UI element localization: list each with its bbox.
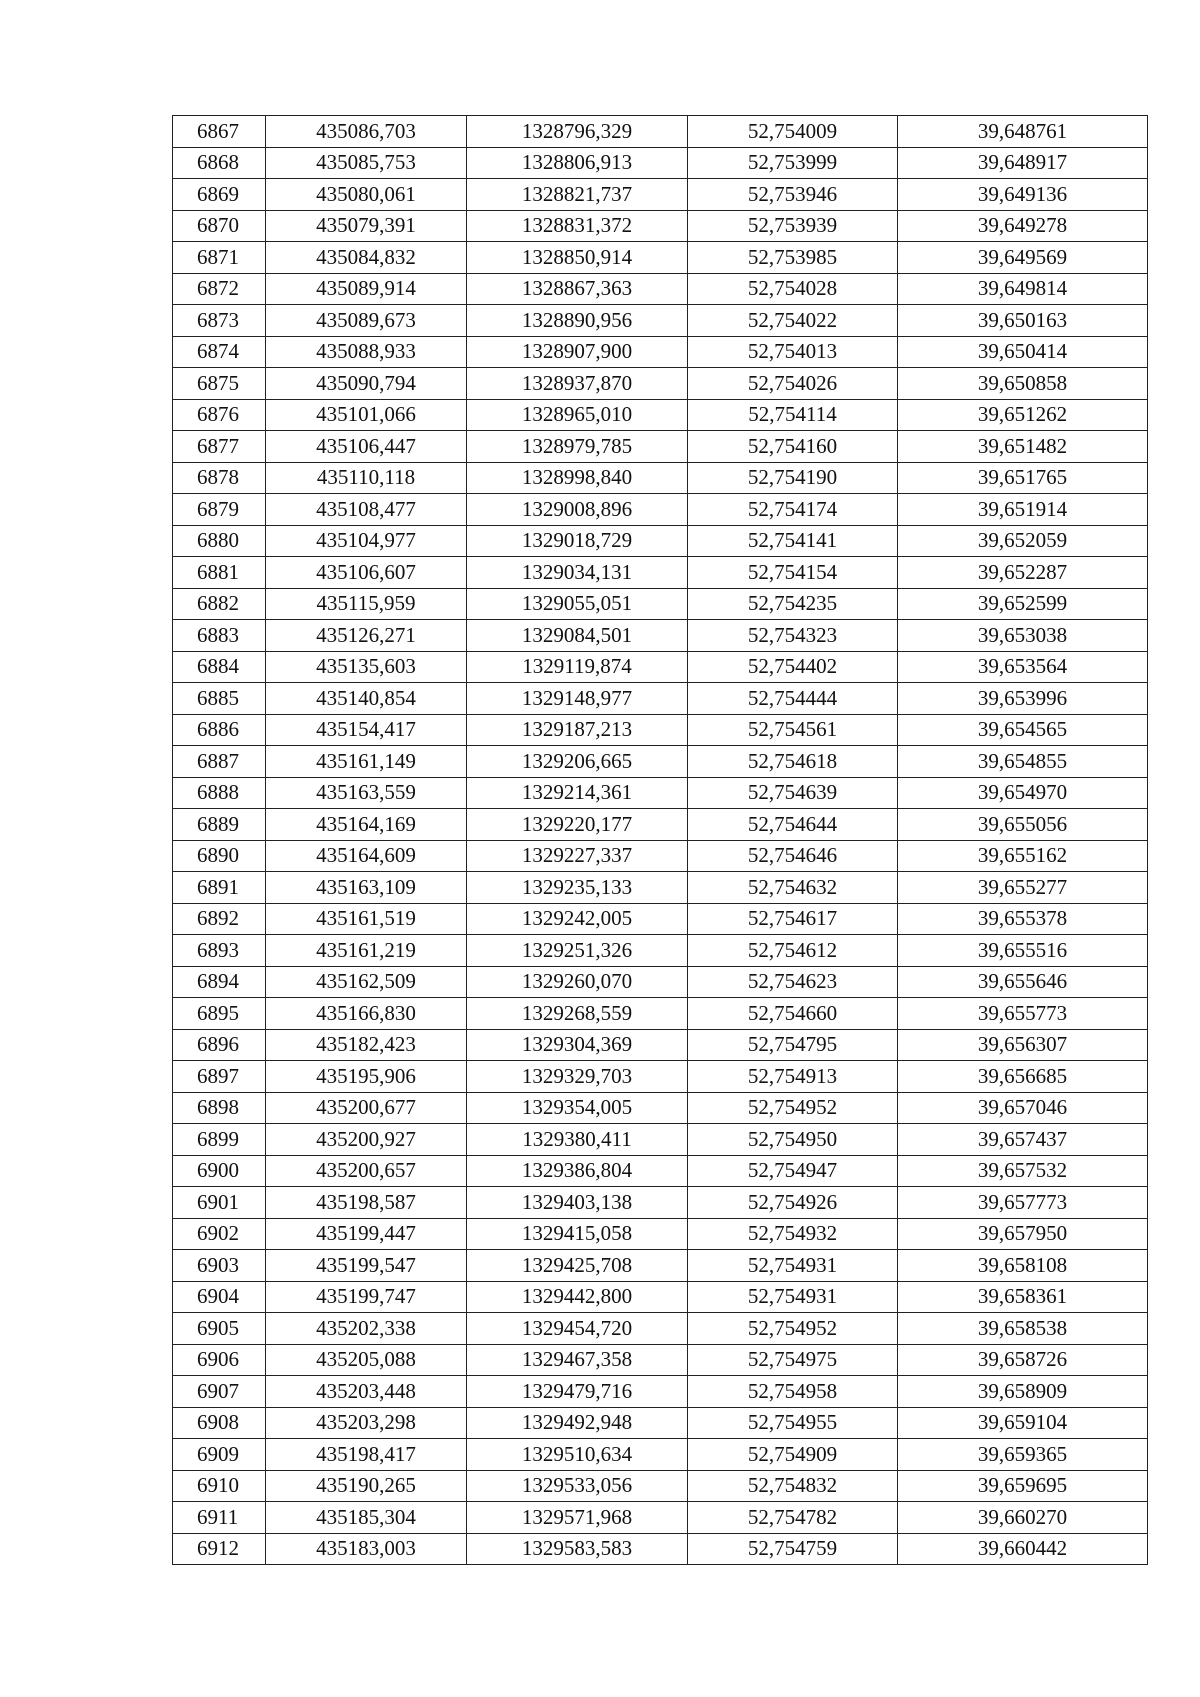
table-row — [173, 1439, 1148, 1471]
latitude-cell: 52,754561 — [688, 714, 898, 746]
x-coordinate-cell: 435195,906 — [266, 1061, 467, 1093]
x-coordinate-cell: 435182,423 — [266, 1029, 467, 1061]
y-coordinate-cell: 1329403,138 — [467, 1187, 688, 1219]
x-coordinate-cell: 435086,703 — [266, 116, 467, 148]
y-coordinate-cell: 1328821,737 — [467, 179, 688, 211]
table-row — [173, 147, 1148, 179]
longitude-cell: 39,655516 — [898, 935, 1148, 967]
point-number-cell: 6881 — [173, 557, 266, 589]
longitude-cell: 39,656685 — [898, 1061, 1148, 1093]
longitude-cell: 39,658909 — [898, 1376, 1148, 1408]
table-row — [173, 1061, 1148, 1093]
latitude-cell: 52,754832 — [688, 1470, 898, 1502]
y-coordinate-cell: 1329268,559 — [467, 998, 688, 1030]
y-coordinate-cell: 1329492,948 — [467, 1407, 688, 1439]
table-row — [173, 903, 1148, 935]
longitude-cell: 39,653996 — [898, 683, 1148, 715]
point-number-cell: 6877 — [173, 431, 266, 463]
y-coordinate-cell: 1329380,411 — [467, 1124, 688, 1156]
x-coordinate-cell: 435084,832 — [266, 242, 467, 274]
point-number-cell: 6893 — [173, 935, 266, 967]
y-coordinate-cell: 1329260,070 — [467, 966, 688, 998]
x-coordinate-cell: 435162,509 — [266, 966, 467, 998]
table-row — [173, 1376, 1148, 1408]
y-coordinate-cell: 1329187,213 — [467, 714, 688, 746]
point-number-cell: 6899 — [173, 1124, 266, 1156]
table-row — [173, 525, 1148, 557]
point-number-cell: 6907 — [173, 1376, 266, 1408]
point-number-cell: 6896 — [173, 1029, 266, 1061]
longitude-cell: 39,654970 — [898, 777, 1148, 809]
longitude-cell: 39,651914 — [898, 494, 1148, 526]
y-coordinate-cell: 1329242,005 — [467, 903, 688, 935]
table-row — [173, 620, 1148, 652]
point-number-cell: 6875 — [173, 368, 266, 400]
longitude-cell: 39,651262 — [898, 399, 1148, 431]
longitude-cell: 39,658538 — [898, 1313, 1148, 1345]
table-row — [173, 714, 1148, 746]
point-number-cell: 6876 — [173, 399, 266, 431]
table-row — [173, 305, 1148, 337]
latitude-cell: 52,754759 — [688, 1533, 898, 1565]
table-row — [173, 651, 1148, 683]
x-coordinate-cell: 435205,088 — [266, 1344, 467, 1376]
point-number-cell: 6883 — [173, 620, 266, 652]
latitude-cell: 52,754160 — [688, 431, 898, 463]
y-coordinate-cell: 1329583,583 — [467, 1533, 688, 1565]
x-coordinate-cell: 435190,265 — [266, 1470, 467, 1502]
latitude-cell: 52,754141 — [688, 525, 898, 557]
longitude-cell: 39,655773 — [898, 998, 1148, 1030]
x-coordinate-cell: 435154,417 — [266, 714, 467, 746]
table-row — [173, 116, 1148, 148]
y-coordinate-cell: 1329235,133 — [467, 872, 688, 904]
longitude-cell: 39,660442 — [898, 1533, 1148, 1565]
longitude-cell: 39,655378 — [898, 903, 1148, 935]
point-number-cell: 6884 — [173, 651, 266, 683]
point-number-cell: 6878 — [173, 462, 266, 494]
table-row — [173, 872, 1148, 904]
point-number-cell: 6867 — [173, 116, 266, 148]
x-coordinate-cell: 435203,298 — [266, 1407, 467, 1439]
table-row — [173, 588, 1148, 620]
table-row — [173, 1029, 1148, 1061]
latitude-cell: 52,754952 — [688, 1092, 898, 1124]
x-coordinate-cell: 435110,118 — [266, 462, 467, 494]
table-row — [173, 399, 1148, 431]
table-row — [173, 1344, 1148, 1376]
table-row — [173, 683, 1148, 715]
x-coordinate-cell: 435164,609 — [266, 840, 467, 872]
x-coordinate-cell: 435106,607 — [266, 557, 467, 589]
latitude-cell: 52,754154 — [688, 557, 898, 589]
latitude-cell: 52,753985 — [688, 242, 898, 274]
y-coordinate-cell: 1329510,634 — [467, 1439, 688, 1471]
latitude-cell: 52,754660 — [688, 998, 898, 1030]
latitude-cell: 52,753946 — [688, 179, 898, 211]
point-number-cell: 6882 — [173, 588, 266, 620]
latitude-cell: 52,754913 — [688, 1061, 898, 1093]
y-coordinate-cell: 1328998,840 — [467, 462, 688, 494]
y-coordinate-cell: 1329214,361 — [467, 777, 688, 809]
latitude-cell: 52,754402 — [688, 651, 898, 683]
latitude-cell: 52,754174 — [688, 494, 898, 526]
point-number-cell: 6870 — [173, 210, 266, 242]
y-coordinate-cell: 1329479,716 — [467, 1376, 688, 1408]
point-number-cell: 6885 — [173, 683, 266, 715]
point-number-cell: 6887 — [173, 746, 266, 778]
latitude-cell: 52,754235 — [688, 588, 898, 620]
table-row — [173, 1187, 1148, 1219]
x-coordinate-cell: 435200,927 — [266, 1124, 467, 1156]
longitude-cell: 39,656307 — [898, 1029, 1148, 1061]
y-coordinate-cell: 1328979,785 — [467, 431, 688, 463]
point-number-cell: 6888 — [173, 777, 266, 809]
x-coordinate-cell: 435185,304 — [266, 1502, 467, 1534]
longitude-cell: 39,657532 — [898, 1155, 1148, 1187]
longitude-cell: 39,655162 — [898, 840, 1148, 872]
latitude-cell: 52,754190 — [688, 462, 898, 494]
table-row — [173, 336, 1148, 368]
x-coordinate-cell: 435161,519 — [266, 903, 467, 935]
y-coordinate-cell: 1329206,665 — [467, 746, 688, 778]
longitude-cell: 39,653564 — [898, 651, 1148, 683]
latitude-cell: 52,754009 — [688, 116, 898, 148]
table-row — [173, 494, 1148, 526]
x-coordinate-cell: 435199,747 — [266, 1281, 467, 1313]
table-row — [173, 935, 1148, 967]
point-number-cell: 6895 — [173, 998, 266, 1030]
x-coordinate-cell: 435080,061 — [266, 179, 467, 211]
latitude-cell: 52,754644 — [688, 809, 898, 841]
latitude-cell: 52,754782 — [688, 1502, 898, 1534]
table-row — [173, 1502, 1148, 1534]
table-row — [173, 1533, 1148, 1565]
latitude-cell: 52,754028 — [688, 273, 898, 305]
x-coordinate-cell: 435090,794 — [266, 368, 467, 400]
point-number-cell: 6873 — [173, 305, 266, 337]
x-coordinate-cell: 435088,933 — [266, 336, 467, 368]
point-number-cell: 6910 — [173, 1470, 266, 1502]
longitude-cell: 39,649278 — [898, 210, 1148, 242]
point-number-cell: 6874 — [173, 336, 266, 368]
x-coordinate-cell: 435115,959 — [266, 588, 467, 620]
coordinates-table-body — [173, 116, 1148, 1565]
x-coordinate-cell: 435163,109 — [266, 872, 467, 904]
longitude-cell: 39,650414 — [898, 336, 1148, 368]
y-coordinate-cell: 1329415,058 — [467, 1218, 688, 1250]
table-row — [173, 431, 1148, 463]
y-coordinate-cell: 1329220,177 — [467, 809, 688, 841]
x-coordinate-cell: 435199,547 — [266, 1250, 467, 1282]
table-row — [173, 1092, 1148, 1124]
latitude-cell: 52,754795 — [688, 1029, 898, 1061]
table-row — [173, 1218, 1148, 1250]
latitude-cell: 52,754952 — [688, 1313, 898, 1345]
longitude-cell: 39,651482 — [898, 431, 1148, 463]
point-number-cell: 6909 — [173, 1439, 266, 1471]
longitude-cell: 39,658361 — [898, 1281, 1148, 1313]
longitude-cell: 39,649814 — [898, 273, 1148, 305]
x-coordinate-cell: 435101,066 — [266, 399, 467, 431]
table-row — [173, 462, 1148, 494]
longitude-cell: 39,648917 — [898, 147, 1148, 179]
y-coordinate-cell: 1329354,005 — [467, 1092, 688, 1124]
latitude-cell: 52,754013 — [688, 336, 898, 368]
point-number-cell: 6902 — [173, 1218, 266, 1250]
longitude-cell: 39,657437 — [898, 1124, 1148, 1156]
y-coordinate-cell: 1329119,874 — [467, 651, 688, 683]
table-row — [173, 1155, 1148, 1187]
y-coordinate-cell: 1329442,800 — [467, 1281, 688, 1313]
y-coordinate-cell: 1329467,358 — [467, 1344, 688, 1376]
x-coordinate-cell: 435108,477 — [266, 494, 467, 526]
point-number-cell: 6912 — [173, 1533, 266, 1565]
y-coordinate-cell: 1329018,729 — [467, 525, 688, 557]
y-coordinate-cell: 1329055,051 — [467, 588, 688, 620]
longitude-cell: 39,648761 — [898, 116, 1148, 148]
table-row — [173, 1124, 1148, 1156]
point-number-cell: 6903 — [173, 1250, 266, 1282]
x-coordinate-cell: 435140,854 — [266, 683, 467, 715]
x-coordinate-cell: 435200,677 — [266, 1092, 467, 1124]
table-row — [173, 242, 1148, 274]
longitude-cell: 39,659365 — [898, 1439, 1148, 1471]
longitude-cell: 39,658726 — [898, 1344, 1148, 1376]
latitude-cell: 52,754022 — [688, 305, 898, 337]
y-coordinate-cell: 1328937,870 — [467, 368, 688, 400]
y-coordinate-cell: 1329571,968 — [467, 1502, 688, 1534]
latitude-cell: 52,754646 — [688, 840, 898, 872]
y-coordinate-cell: 1329034,131 — [467, 557, 688, 589]
y-coordinate-cell: 1329304,369 — [467, 1029, 688, 1061]
latitude-cell: 52,754617 — [688, 903, 898, 935]
latitude-cell: 52,754114 — [688, 399, 898, 431]
x-coordinate-cell: 435198,417 — [266, 1439, 467, 1471]
longitude-cell: 39,649136 — [898, 179, 1148, 211]
latitude-cell: 52,754623 — [688, 966, 898, 998]
latitude-cell: 52,754926 — [688, 1187, 898, 1219]
x-coordinate-cell: 435089,673 — [266, 305, 467, 337]
point-number-cell: 6868 — [173, 147, 266, 179]
latitude-cell: 52,754950 — [688, 1124, 898, 1156]
y-coordinate-cell: 1329227,337 — [467, 840, 688, 872]
point-number-cell: 6906 — [173, 1344, 266, 1376]
x-coordinate-cell: 435202,338 — [266, 1313, 467, 1345]
point-number-cell: 6890 — [173, 840, 266, 872]
point-number-cell: 6892 — [173, 903, 266, 935]
y-coordinate-cell: 1328806,913 — [467, 147, 688, 179]
y-coordinate-cell: 1329329,703 — [467, 1061, 688, 1093]
x-coordinate-cell: 435164,169 — [266, 809, 467, 841]
table-row — [173, 1250, 1148, 1282]
table-row — [173, 1470, 1148, 1502]
y-coordinate-cell: 1328890,956 — [467, 305, 688, 337]
x-coordinate-cell: 435163,559 — [266, 777, 467, 809]
x-coordinate-cell: 435126,271 — [266, 620, 467, 652]
latitude-cell: 52,754639 — [688, 777, 898, 809]
longitude-cell: 39,659104 — [898, 1407, 1148, 1439]
longitude-cell: 39,657046 — [898, 1092, 1148, 1124]
latitude-cell: 52,754444 — [688, 683, 898, 715]
latitude-cell: 52,754909 — [688, 1439, 898, 1471]
x-coordinate-cell: 435198,587 — [266, 1187, 467, 1219]
point-number-cell: 6904 — [173, 1281, 266, 1313]
point-number-cell: 6891 — [173, 872, 266, 904]
latitude-cell: 52,753999 — [688, 147, 898, 179]
point-number-cell: 6889 — [173, 809, 266, 841]
x-coordinate-cell: 435161,149 — [266, 746, 467, 778]
table-row — [173, 179, 1148, 211]
table-row — [173, 998, 1148, 1030]
point-number-cell: 6908 — [173, 1407, 266, 1439]
y-coordinate-cell: 1329454,720 — [467, 1313, 688, 1345]
longitude-cell: 39,657773 — [898, 1187, 1148, 1219]
coordinates-table — [172, 115, 1148, 1565]
y-coordinate-cell: 1328965,010 — [467, 399, 688, 431]
longitude-cell: 39,653038 — [898, 620, 1148, 652]
y-coordinate-cell: 1329425,708 — [467, 1250, 688, 1282]
longitude-cell: 39,649569 — [898, 242, 1148, 274]
y-coordinate-cell: 1329251,326 — [467, 935, 688, 967]
latitude-cell: 52,754323 — [688, 620, 898, 652]
table-row — [173, 210, 1148, 242]
x-coordinate-cell: 435199,447 — [266, 1218, 467, 1250]
x-coordinate-cell: 435200,657 — [266, 1155, 467, 1187]
point-number-cell: 6880 — [173, 525, 266, 557]
y-coordinate-cell: 1329084,501 — [467, 620, 688, 652]
longitude-cell: 39,652059 — [898, 525, 1148, 557]
table-row — [173, 1407, 1148, 1439]
y-coordinate-cell: 1328850,914 — [467, 242, 688, 274]
x-coordinate-cell: 435203,448 — [266, 1376, 467, 1408]
table-row — [173, 1313, 1148, 1345]
point-number-cell: 6869 — [173, 179, 266, 211]
point-number-cell: 6872 — [173, 273, 266, 305]
point-number-cell: 6911 — [173, 1502, 266, 1534]
latitude-cell: 52,754618 — [688, 746, 898, 778]
y-coordinate-cell: 1328831,372 — [467, 210, 688, 242]
x-coordinate-cell: 435135,603 — [266, 651, 467, 683]
x-coordinate-cell: 435161,219 — [266, 935, 467, 967]
latitude-cell: 52,754932 — [688, 1218, 898, 1250]
longitude-cell: 39,650163 — [898, 305, 1148, 337]
table-row — [173, 557, 1148, 589]
table-row — [173, 368, 1148, 400]
latitude-cell: 52,754632 — [688, 872, 898, 904]
longitude-cell: 39,652287 — [898, 557, 1148, 589]
longitude-cell: 39,657950 — [898, 1218, 1148, 1250]
point-number-cell: 6898 — [173, 1092, 266, 1124]
latitude-cell: 52,753939 — [688, 210, 898, 242]
longitude-cell: 39,651765 — [898, 462, 1148, 494]
point-number-cell: 6905 — [173, 1313, 266, 1345]
table-row — [173, 809, 1148, 841]
y-coordinate-cell: 1329386,804 — [467, 1155, 688, 1187]
table-row — [173, 746, 1148, 778]
table-row — [173, 1281, 1148, 1313]
point-number-cell: 6901 — [173, 1187, 266, 1219]
point-number-cell: 6886 — [173, 714, 266, 746]
point-number-cell: 6897 — [173, 1061, 266, 1093]
latitude-cell: 52,754975 — [688, 1344, 898, 1376]
point-number-cell: 6871 — [173, 242, 266, 274]
table-row — [173, 777, 1148, 809]
latitude-cell: 52,754947 — [688, 1155, 898, 1187]
longitude-cell: 39,650858 — [898, 368, 1148, 400]
x-coordinate-cell: 435089,914 — [266, 273, 467, 305]
latitude-cell: 52,754931 — [688, 1250, 898, 1282]
latitude-cell: 52,754958 — [688, 1376, 898, 1408]
longitude-cell: 39,652599 — [898, 588, 1148, 620]
y-coordinate-cell: 1329533,056 — [467, 1470, 688, 1502]
y-coordinate-cell: 1329148,977 — [467, 683, 688, 715]
x-coordinate-cell: 435106,447 — [266, 431, 467, 463]
y-coordinate-cell: 1328796,329 — [467, 116, 688, 148]
longitude-cell: 39,654565 — [898, 714, 1148, 746]
x-coordinate-cell: 435079,391 — [266, 210, 467, 242]
longitude-cell: 39,654855 — [898, 746, 1148, 778]
latitude-cell: 52,754612 — [688, 935, 898, 967]
latitude-cell: 52,754931 — [688, 1281, 898, 1313]
point-number-cell: 6900 — [173, 1155, 266, 1187]
x-coordinate-cell: 435166,830 — [266, 998, 467, 1030]
point-number-cell: 6879 — [173, 494, 266, 526]
table-row — [173, 273, 1148, 305]
longitude-cell: 39,660270 — [898, 1502, 1148, 1534]
x-coordinate-cell: 435085,753 — [266, 147, 467, 179]
table-row — [173, 966, 1148, 998]
point-number-cell: 6894 — [173, 966, 266, 998]
latitude-cell: 52,754026 — [688, 368, 898, 400]
y-coordinate-cell: 1329008,896 — [467, 494, 688, 526]
longitude-cell: 39,655056 — [898, 809, 1148, 841]
table-row — [173, 840, 1148, 872]
latitude-cell: 52,754955 — [688, 1407, 898, 1439]
y-coordinate-cell: 1328907,900 — [467, 336, 688, 368]
x-coordinate-cell: 435183,003 — [266, 1533, 467, 1565]
x-coordinate-cell: 435104,977 — [266, 525, 467, 557]
y-coordinate-cell: 1328867,363 — [467, 273, 688, 305]
longitude-cell: 39,655646 — [898, 966, 1148, 998]
longitude-cell: 39,655277 — [898, 872, 1148, 904]
longitude-cell: 39,658108 — [898, 1250, 1148, 1282]
longitude-cell: 39,659695 — [898, 1470, 1148, 1502]
